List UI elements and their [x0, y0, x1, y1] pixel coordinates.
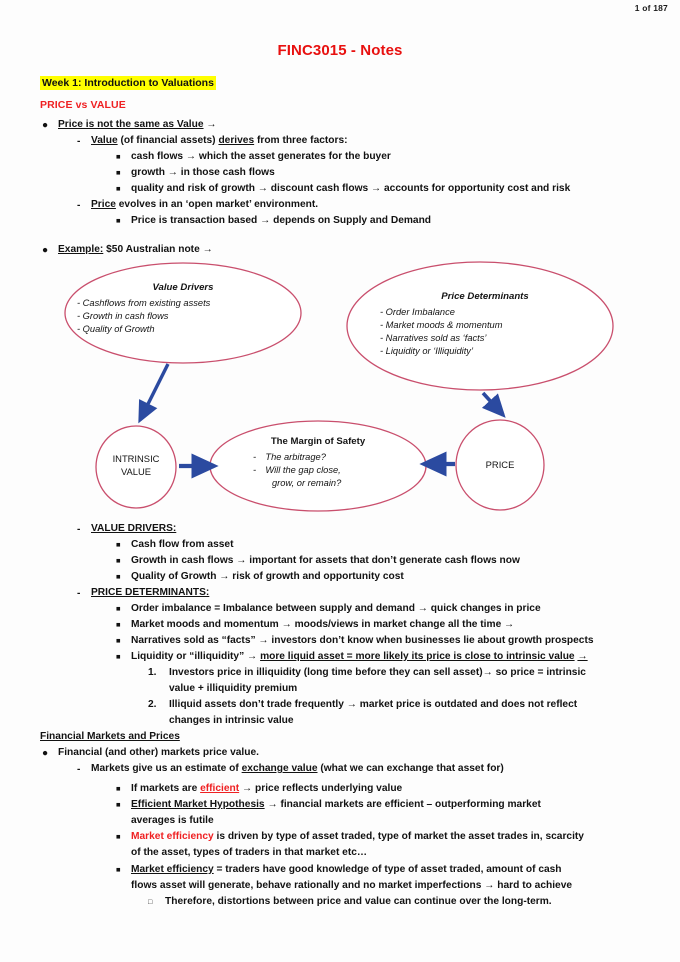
square-marker: ■ [116, 636, 121, 645]
emh-keyword: Efficient Market Hypothesis [131, 799, 265, 810]
liquidity-numbered-item-2-line1: Illiquid assets don’t trade frequently → market price is outdated and does not reflect [169, 699, 578, 710]
bullet-marker: ● [42, 120, 49, 131]
square-marker: ■ [116, 184, 121, 193]
efficient-pre: If markets are [131, 783, 201, 794]
margin-of-safety-item: - Will the gap close, [253, 465, 341, 475]
square-marker: ■ [116, 800, 121, 809]
liquidity-underlined: more liquid asset = more likely its price is close to intrinsic value [260, 651, 575, 662]
square-marker: ■ [116, 152, 121, 161]
hollow-square-marker: □ [148, 899, 153, 906]
price-determinants-list-item: Market moods and momentum → moods/views in market change all the time → [131, 619, 515, 630]
arrow-glyph: → [206, 119, 217, 130]
efficient-keyword: efficient [200, 783, 240, 794]
dash-marker: - [77, 588, 81, 599]
markets-sub-item-distortions: Therefore, distortions between price and value can continue over the long-term. [165, 896, 552, 907]
example-tail: $50 Australian note → [106, 244, 213, 255]
square-marker: ■ [116, 556, 121, 565]
square-marker: ■ [116, 652, 121, 661]
price-node-label: PRICE [485, 459, 515, 470]
value-drivers-list-item: Quality of Growth → risk of growth and opportunity cost [131, 571, 404, 582]
derives-keyword: derives [218, 135, 255, 146]
markets-exchange-value-item [91, 763, 504, 775]
numbered-marker: 1. [148, 667, 157, 678]
square-marker: ■ [116, 572, 121, 581]
value-drivers-title: Value Drivers [152, 282, 214, 293]
value-drivers-item: - Growth in cash flows [77, 311, 169, 321]
margin-of-safety-title: The Margin of Safety [270, 436, 366, 447]
outline-item-quality-risk: quality and risk of growth → discount cash flows → accounts for opportunity cost and risk [131, 183, 571, 194]
intrinsic-value-label-line1: INTRINSIC [112, 453, 160, 464]
price-determinants-item: - Market moods & momentum [380, 320, 503, 330]
outline-text: Price is not the same as Value [58, 119, 204, 130]
exchange-lead: Markets give us an estimate of [91, 763, 239, 774]
arrow-determinants-to-price [483, 393, 503, 415]
dash-marker: - [77, 200, 81, 211]
liquidity-numbered-item-2-line2: changes in intrinsic value [169, 715, 294, 726]
liquidity-tail: → [577, 651, 588, 662]
margin-of-safety-item: - The arbitrage? [253, 452, 326, 462]
value-keyword: Value [91, 135, 118, 146]
financial-markets-heading: Financial Markets and Prices [40, 731, 180, 742]
page-number: 1 of 187 [634, 3, 668, 13]
value-drivers-heading: VALUE DRIVERS: [91, 523, 177, 534]
liquidity-lead: Liquidity or “illiquidity” → [131, 651, 258, 662]
value-parenthetical: (of financial assets) [120, 135, 216, 146]
price-determinants-list-item: Order imbalance = Imbalance between supply and demand → quick changes in price [131, 603, 541, 614]
price-determinants-item: - Order Imbalance [380, 307, 455, 317]
efficiency-drivers-post: is driven by type of asset traded, type of market the asset trades in, scarcity [213, 831, 584, 842]
price-keyword: Price [91, 199, 116, 210]
liquidity-numbered-item-1-line2: value + illiquidity premium [169, 683, 298, 694]
value-drivers-list-item: Cash flow from asset [131, 539, 234, 550]
value-drivers-list-item: Growth in cash flows → important for assets that don’t generate cash flows now [131, 555, 520, 566]
square-marker: ■ [116, 832, 121, 841]
price-tail: evolves in an ‘open market’ environment. [118, 199, 319, 210]
market-efficiency-keyword: Market efficiency [131, 864, 214, 875]
square-marker: ■ [116, 865, 121, 874]
dash-marker: - [77, 136, 81, 147]
price-determinants-title: Price Determinants [441, 291, 529, 302]
outline-item-example [58, 244, 213, 256]
example-keyword: Example: [58, 244, 104, 255]
price-determinants-heading: PRICE DETERMINANTS: [91, 587, 210, 598]
dash-marker: - [77, 524, 81, 535]
markets-item-efficiency-definition-line1 [131, 864, 562, 876]
exchange-value-keyword: exchange value [241, 763, 318, 774]
markets-item-efficiency-drivers-line1 [131, 831, 584, 843]
square-marker: ■ [116, 216, 121, 225]
efficient-post: → price reflects underlying value [239, 783, 403, 794]
price-determinants-item: - Liquidity or ‘Illiquidity’ [380, 346, 474, 356]
markets-item-efficient [131, 783, 402, 795]
intrinsic-value-label-line2: VALUE [120, 466, 152, 477]
liquidity-numbered-item-1-line1: Investors price in illiquidity (long time before they can sell asset)→ so price = intrinsic [169, 667, 586, 678]
markets-item-emh-line1 [131, 799, 541, 811]
outline-item-value-definition [91, 135, 348, 147]
markets-item-efficiency-definition-line2: flows asset will generate, behave rationally and no market imperfections → hard to achieve [131, 880, 573, 891]
arrow-drivers-to-intrinsic [140, 364, 168, 420]
exchange-tail: (what we can exchange that asset for) [320, 763, 504, 774]
price-determinants-item: - Narratives sold as ‘facts’ [380, 333, 487, 343]
outline-item-transaction-based: Price is transaction based → depends on Supply and Demand [131, 215, 432, 226]
dash-marker: - [77, 764, 81, 775]
value-drivers-item: - Quality of Growth [77, 324, 155, 334]
price-determinants-list-item: Narratives sold as “facts” → investors don’t know when businesses lie about growth prospects [131, 635, 594, 646]
value-tail: from three factors: [256, 135, 348, 146]
markets-item-efficiency-drivers-line2: of the asset, types of traders in that market etc… [131, 847, 368, 858]
square-marker: ■ [116, 168, 121, 177]
outline-item-price-not-value [58, 119, 217, 131]
value-drivers-item: - Cashflows from existing assets [77, 298, 211, 308]
market-efficiency-red-keyword: Market efficiency [131, 831, 214, 842]
price-determinants-liquidity-item [131, 651, 588, 663]
week-heading: Week 1: Introduction to Valuations [42, 77, 214, 89]
financial-markets-bullet: Financial (and other) markets price value. [58, 747, 259, 758]
square-marker: ■ [116, 620, 121, 629]
square-marker: ■ [116, 604, 121, 613]
section-heading-price-vs-value: PRICE vs VALUE [40, 99, 126, 111]
outline-item-price-definition [91, 199, 318, 211]
outline-item-cash-flows: cash flows → which the asset generates for the buyer [131, 151, 391, 162]
emh-post: → financial markets are efficient – outperforming market [264, 799, 541, 810]
square-marker: ■ [116, 784, 121, 793]
document-title: FINC3015 - Notes [277, 42, 403, 59]
bullet-marker: ● [42, 748, 49, 759]
square-marker: ■ [116, 540, 121, 549]
efficiency-definition-post: = traders have good knowledge of type of asset traded, amount of cash [213, 864, 562, 875]
markets-item-emh-line2: averages is futile [131, 815, 214, 826]
bullet-marker: ● [42, 245, 49, 256]
numbered-marker: 2. [148, 699, 157, 710]
value-price-diagram [55, 258, 635, 513]
margin-of-safety-item: grow, or remain? [272, 478, 342, 488]
outline-item-growth: growth → in those cash flows [131, 167, 275, 178]
